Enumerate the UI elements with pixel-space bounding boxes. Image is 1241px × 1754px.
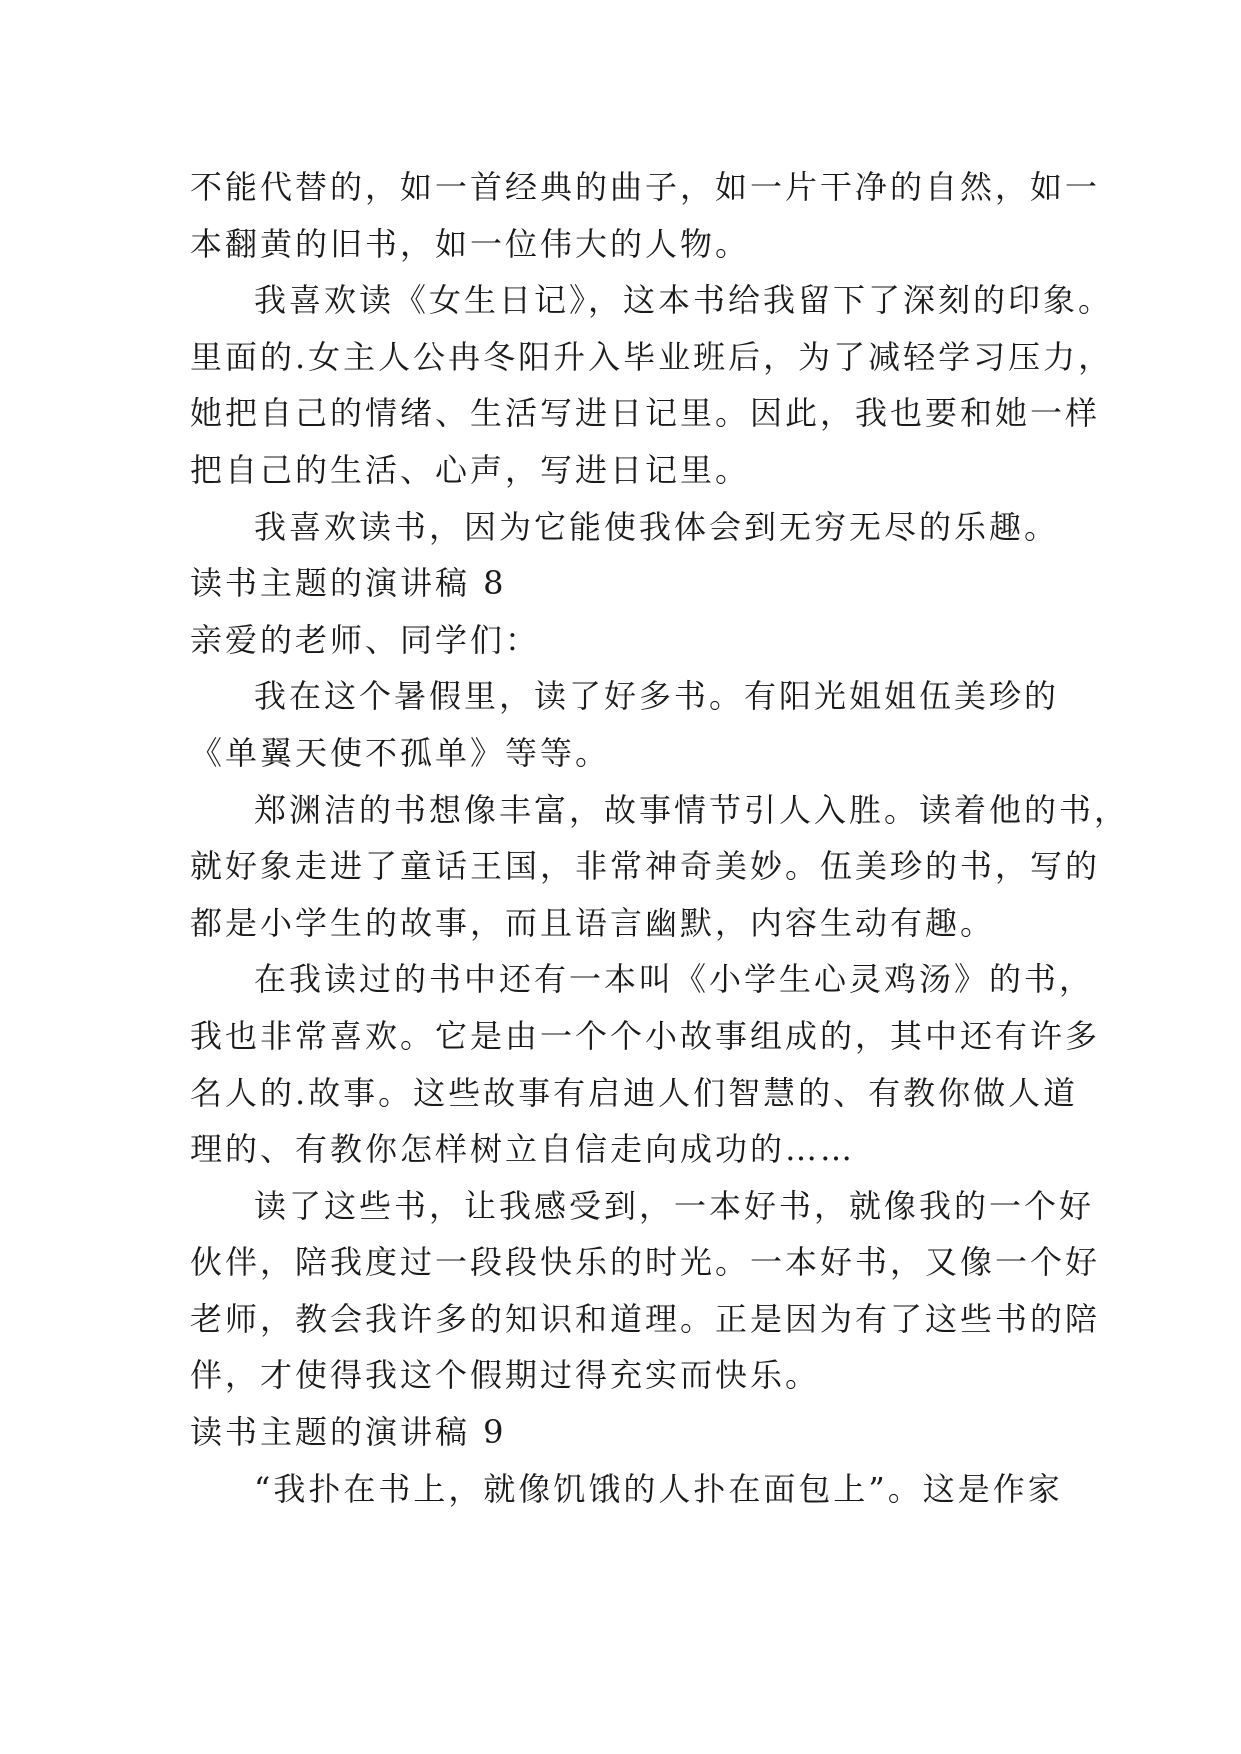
text-line: 《单翼天使不孤单》等等。: [190, 733, 611, 772]
text-line: 郑渊洁的书想像丰富，故事情节引人入胜。读着他的书，: [254, 790, 1130, 829]
text-line: 伴，才使得我这个假期过得充实而快乐。: [190, 1356, 821, 1395]
text-line: 就好象走进了童话王国，非常神奇美妙。伍美珍的书，写的: [190, 847, 1101, 886]
text-line: 亲爱的老师、同学们：: [190, 620, 541, 659]
text-line: 读了这些书，让我感受到，一本好书，就像我的一个好: [254, 1186, 1095, 1225]
text-line: 本翻黄的旧书，如一位伟大的人物。: [190, 224, 751, 263]
text-line: 名人的.故事。这些故事有启迪人们智慧的、有教你做人道: [190, 1073, 1079, 1112]
text-line: 我在这个暑假里，读了好多书。有阳光姐姐伍美珍的: [254, 677, 1060, 716]
text-line: 在我读过的书中还有一本叫《小学生心灵鸡汤》的书，: [254, 960, 1095, 999]
text-line: 理的、有教你怎样树立自信走向成功的……: [190, 1130, 856, 1169]
section-heading: 读书主题的演讲稿 9: [190, 1413, 507, 1452]
text-line: 我喜欢读书，因为它能使我体会到无穷无尽的乐趣。: [254, 507, 1060, 546]
text-line: 我喜欢读《女生日记》，这本书给我留下了深刻的印象。: [254, 281, 1114, 320]
text-line: 她把自己的情绪、生活写进日记里。因此，我也要和她一样: [190, 394, 1101, 433]
document-body: [190, 159, 1130, 1517]
section-heading: 读书主题的演讲稿 8: [190, 564, 507, 603]
text-line: “我扑在书上，就像饥饿的人扑在面包上”。这是作家: [254, 1469, 1063, 1508]
text-line: 不能代替的，如一首经典的曲子，如一片干净的自然，如一: [190, 168, 1101, 206]
text-line: 把自己的生活、心声，写进日记里。: [190, 450, 751, 489]
text-line: 我也非常喜欢。它是由一个个小故事组成的，其中还有许多: [190, 1016, 1101, 1055]
text-line: 老师，教会我许多的知识和道理。正是因为有了这些书的陪: [190, 1299, 1101, 1338]
text-line: 里面的.女主人公冉冬阳升入毕业班后，为了减轻学习压力，: [190, 337, 1114, 376]
text-line: 都是小学生的故事，而且语言幽默，内容生动有趣。: [190, 903, 996, 942]
text-line: 伙伴，陪我度过一段段快乐的时光。一本好书，又像一个好: [190, 1243, 1101, 1282]
